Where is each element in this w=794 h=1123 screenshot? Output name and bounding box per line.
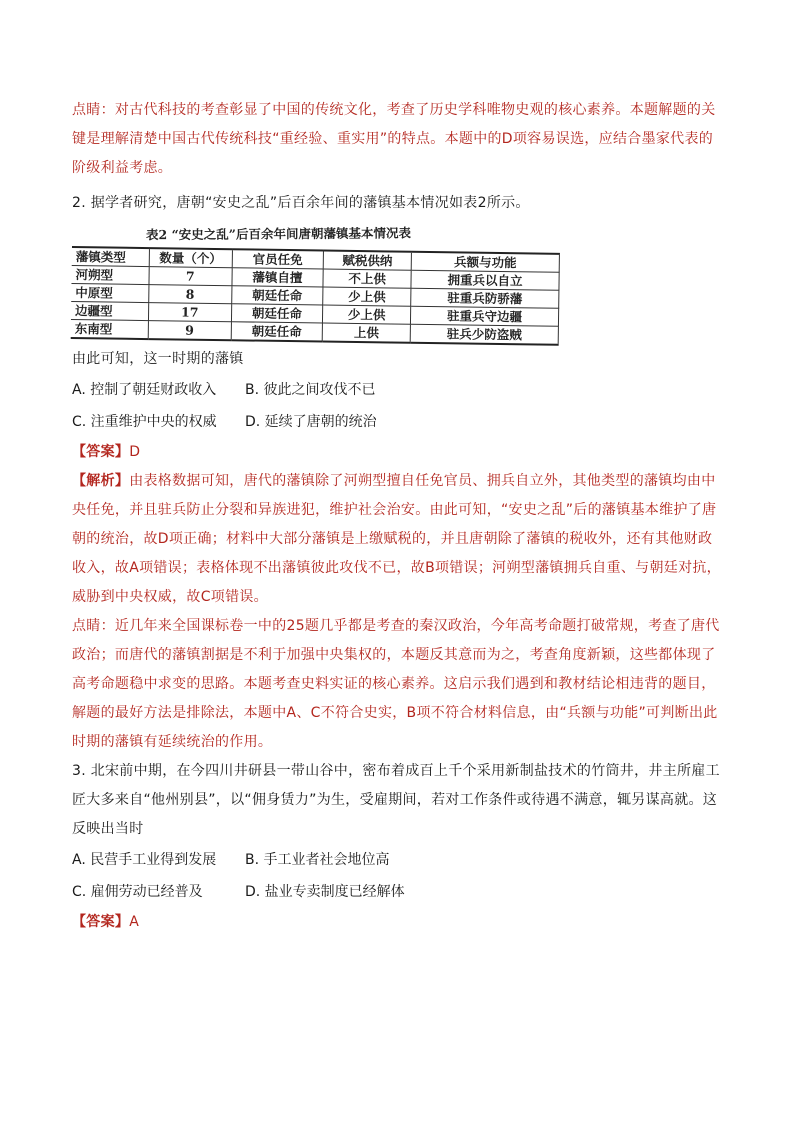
q2-stem: 2. 据学者研究，唐朝“安史之乱”后百余年间的藩镇基本情况如表2所示。	[72, 195, 530, 211]
table-cell: 拥重兵以自立	[411, 270, 559, 290]
q3-option-d: D. 盐业专卖制度已经解体	[245, 884, 405, 900]
analysis-text: 由表格数据可知，唐代的藩镇除了河朔型擅自任免官员、拥兵自立外，其他类型的藩镇均由中央任免，并且驻兵防止分裂和异族进犯，维护社会治安。由此可知，“安史之乱”后的藩镇基本维护了唐朝的统治，故D项正确；材料中大部分藩镇是上缴赋税的，并且唐朝除了藩镇的税收外，还有其他财政收入，故A项错误；表格体现不出藩镇彼此攻伐不已，故B项错误；河朔型藩镇拥兵自重、与朝廷对抗，威胁到中央权威，故C项错误。	[72, 473, 721, 605]
answer-value: D	[129, 444, 141, 460]
table-cell: 朝廷任命	[231, 286, 323, 305]
table-cell: 河朔型	[71, 265, 148, 284]
table-cell: 9	[148, 321, 231, 341]
document-page	[72, 96, 726, 937]
table-cell: 少上供	[323, 287, 411, 306]
q2-option-b: B. 彼此之间攻伐不已	[245, 382, 376, 398]
q2-option-d: D. 延续了唐朝的统治	[245, 414, 377, 430]
table-cell: 中原型	[71, 283, 148, 302]
table-cell: 朝廷任命	[231, 304, 323, 323]
table-caption: 表2 “安史之乱”后百余年间唐朝藩镇基本情况表	[145, 225, 411, 243]
q3-answer	[72, 908, 726, 937]
table-cell: 7	[149, 267, 232, 286]
q2-options-row-2	[72, 406, 726, 438]
q2-analysis	[72, 467, 726, 612]
table-cell: 驻重兵守边疆	[411, 306, 559, 326]
q3-stem: 3. 北宋前中期，在今四川井研县一带山谷中，密布着成百上千个采用新制盐技术的竹筒井，井主所雇工匠大多来自“他州别县”，以“佣身赁力”为生，受雇期间，若对工作条件或待遇不满意，辄另谋高就。这反映出当时	[72, 763, 720, 837]
q2-table-figure	[72, 224, 562, 343]
q2-option-c: C. 注重维护中央的权威	[72, 414, 217, 430]
q2-point-note: 点睛：近几年来全国课标卷一中的25题几乎都是考查的秦汉政治，今年高考命题打破常规，考查了唐代政治；而唐代的藩镇割据是不利于加强中央集权的，本题反其意而为之，考查角度新颖，这些都体现了高考命题稳中求变的思路。本题考查史料实证的核心素养。这启示我们遇到和教材结论相违背的题目，解题的最好方法是排除法，本题中A、C不符合史实，B项不符合材料信息，由“兵额与功能”可判断出此时期的藩镇有延续统治的作用。	[72, 618, 720, 750]
q3-option-c: C. 雇佣劳动已经普及	[72, 884, 203, 900]
answer-tag: 【答案】	[72, 914, 130, 930]
q1-point-note: 点睛：对古代科技的考查彰显了中国的传统文化，考查了历史学科唯物史观的核心素养。本题解题的关键是理解清楚中国古代传统科技“重经验、重实用”的特点。本题中的D项容易误选，应结合墨家代表的阶级利益考虑。	[72, 102, 716, 176]
fanzhen-table	[71, 246, 560, 346]
table-cell: 边疆型	[71, 301, 148, 320]
table-cell: 东南型	[71, 319, 148, 339]
table-cell: 不上供	[323, 269, 411, 288]
q2-options-row-1	[72, 374, 726, 406]
q3-option-b: B. 手工业者社会地位高	[245, 852, 390, 868]
table-cell: 驻兵少防盗贼	[410, 324, 558, 345]
answer-tag: 【答案】	[72, 444, 130, 460]
answer-value: A	[129, 914, 140, 930]
q3-options-row-1	[72, 844, 726, 876]
table-header-cell: 藩镇类型	[72, 247, 149, 267]
table-cell: 朝廷任命	[231, 322, 323, 342]
q3-option-a: A. 民营手工业得到发展	[72, 852, 217, 868]
table-cell: 上供	[322, 323, 410, 343]
table-header-cell: 官员任免	[232, 249, 324, 269]
q2-answer	[72, 438, 726, 467]
q2-option-a: A. 控制了朝廷财政收入	[72, 382, 217, 398]
q3-options-row-2	[72, 876, 726, 908]
table-cell: 少上供	[323, 305, 411, 324]
table-cell: 驻重兵防骄藩	[411, 288, 559, 308]
table-cell: 8	[148, 285, 231, 304]
table-cell: 17	[148, 303, 231, 322]
table-header-cell: 赋税供纳	[323, 251, 411, 271]
table-header-cell: 兵额与功能	[411, 252, 559, 273]
q2-lead: 由此可知，这一时期的藩镇	[72, 351, 244, 367]
table-header-cell: 数量（个）	[149, 248, 232, 268]
table-cell: 藩镇自擅	[232, 268, 324, 287]
analysis-tag: 【解析】	[72, 473, 130, 489]
